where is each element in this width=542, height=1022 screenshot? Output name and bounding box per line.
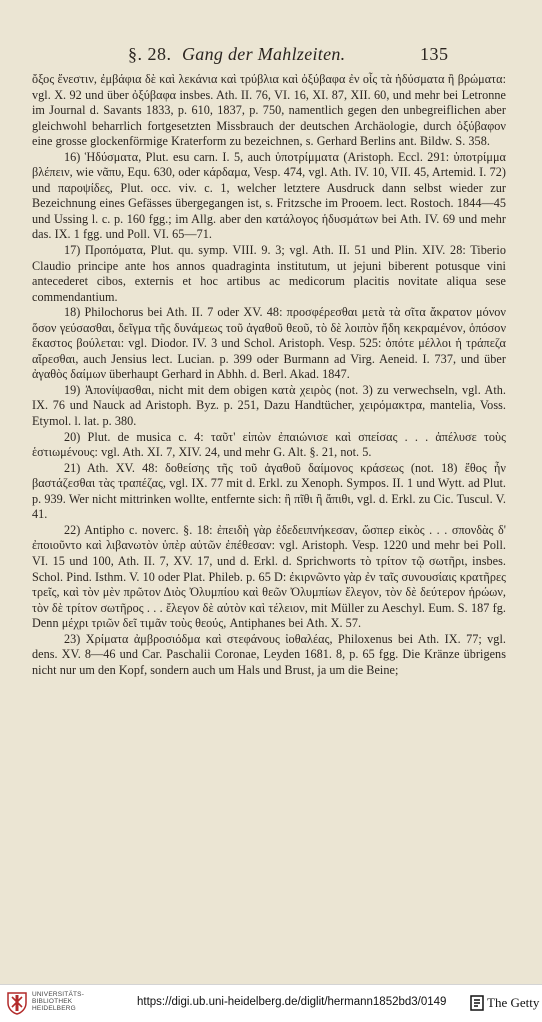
footnote-22: 22) Antipho c. noverc. §. 18: ἐπειδὴ γὰρ ἐδεδειπνήκεσαν, ὥσπερ εἰκὸς . . . σπονδὰς δ' ἐποιοῦντο καὶ λιβανωτὸν ὑπὲρ αὐτῶν ἐπέθεσαν: vgl. Aristoph. Vesp. 1220 und mehr bei Poll. VI. 15 und 100, Ath. II. 7, XV. 17, und d. Erkl. d. Sprichworts τὸ τρίτον τῷ σωτῆρι, insbes. Schol. Pind. Isthm. V. 10 oder Plat. Phileb. p. 65 D: ἐκιρνῶντο γὰρ ἐν ταῖς συνουσίαις κρατῆρες τρεῖς, καὶ τὸν μὲν πρῶτον Διὸς Ὀλυμπίου καὶ θεῶν Ὀλυμπίων ἔλεγον, τὸν δὲ δεύτερον ἡρώων, τὸν δὲ τρίτον σωτῆρος . . . ἔλεγον δὲ αὐτὸν καὶ τέλειον, mit Müller zu Aeschyl. Eum. S. 187 fg. Denn μέχρι τριῶν δεῖ τιμᾶν τοὺς θεούς, Antiphanes bei Ath. X. 57. <box>32 522 506 631</box>
footnote-23: 23) Χρίματα ἀμβροσιόδμα καὶ στεφάνους ἰοθαλέας, Philoxenus bei Ath. IX. 77; vgl. dens. XV. 8—46 und Car. Paschalii Coronae, Leyden 1681. 8, p. 65 fgg. Die Kränze übrigens nicht nur um den Kopf, sondern auch um Hals und Brust, ja um die Beine; <box>32 631 506 677</box>
footnote-19: 19) Ἀπονίψασθαι, nicht mit dem obigen κατὰ χειρὸς (not. 3) zu verwechseln, vgl. Ath. IX. 76 und Nauck ad Aristoph. Byz. p. 251, Dazu Handtücher, χειρόμακτρα, mantelia, Voss. Etymol. l. lat. p. 380. <box>32 382 506 429</box>
footnote-continuation: ὄξος ἔνεστιν, ἐμβάφια δὲ καὶ λεκάνια καὶ τρύβλια καὶ ὀξύβαφα ἐν οἷς τὰ ἡδύσματα ἢ βρώματα: vgl. X. 92 und über ὀξύβαφα insbes. Ath. II. 76, VI. 16, XI. 87, XII. 60, und mehr bei Letronne im Journal d. Savants 1833, p. 610, 1837, p. 750, namentlich gegen den unbegreiflichen aber gleichwohl beharrlich fortgesetzten Missbrauch der deutschen Archäologie, durch ὀξύβαφον eine grosse glockenförmige Kraterform zu bezeichnen, s. Gerhard Berlins ant. Bildw. S. 358. <box>32 72 506 149</box>
getty-logo-icon <box>470 995 484 1011</box>
section-number: §. 28. <box>128 44 172 64</box>
university-crest-icon <box>6 991 28 1015</box>
footnote-20: 20) Plut. de musica c. 4: ταῦτ' εἰπὼν ἐπαιώνισε καὶ σπείσας . . . ἀπέλυσε τοὺς ἑστιωμένους: vgl. Ath. XI. 7, XIV. 24, und mehr G. Alt. §. 21, not. 5. <box>32 429 506 460</box>
page-number: 135 <box>420 44 449 64</box>
permalink-url[interactable]: https://digi.ub.uni-heidelberg.de/diglit/hermann1852bd3/0149 <box>137 996 447 1008</box>
viewer-footer <box>0 984 542 1022</box>
footnotes-body <box>32 72 506 678</box>
footnote-17: 17) Προπόματα, Plut. qu. symp. VIII. 9. 3; vgl. Ath. II. 51 und Plin. XIV. 28: Tiberio Claudio principe ante hos annos quadraginta institutum, ut jejuni biberent potusque vini antecederet cibos, externis et hoc artibus ac medicorum placitis novitate aliqua sese commendantium. <box>32 243 506 304</box>
running-title: Gang der Mahlzeiten. <box>182 44 346 64</box>
footnote-16: 16) Ἡδύσματα, Plut. esu carn. I. 5, auch ὑποτρίμματα (Aristoph. Eccl. 291: ὑποτρίμμα βλέπειν, wie νᾶπυ, Equ. 630, oder κάρδαμα, Vesp. 474, vgl. Ath. IV. 10, VII. 45, Artemid. I. 72) und παροψίδες, Plut. occ. viv. c. 1, welcher letztere Ausdruck dann selbst wieder zur Bezeichnung eines Gefässes übergegangen ist, s. Fritzsche im Prooem. lect. Rostoch. 1844—45 und Ussing l. c. p. 160 fgg.; im Allg. aber den κατάλογος ἡδυσμάτων bei Ath. IV. 69 und mehr das. IX. 1 fgg. und Poll. VI. 65—71. <box>32 149 506 242</box>
running-header <box>0 40 542 68</box>
sponsor-name: The Getty <box>487 995 540 1010</box>
footnote-18: 18) Philochorus bei Ath. II. 7 oder XV. 48: προσφέρεσθαι μετὰ τὰ σῖτα ἄκρατον μόνον ὅσον γεύσασθαι, δεῖγμα τῆς δυνάμεως τοῦ ἀγαθοῦ θεοῦ, τὸ δὲ λοιπὸν ἤδη κεκραμένον, ὁπόσον ἕκαστος βούλεται: vgl. Diodor. IV. 3 und Schol. Aristoph. Vesp. 525: ὁπότε μέλλοι ἡ τράπεζα αἴρεσθαι, auch Jensius lect. Lucian. p. 399 oder Burmann ad Virg. Aeneid. I. 737, und über ἀγαθὸς δαίμων überhaupt Gerhard in Abhh. d. Berl. Akad. 1847. <box>32 305 506 382</box>
library-name: UNIVERSITÄTS- BIBLIOTHEK HEIDELBERG <box>32 991 85 1012</box>
footnote-21: 21) Ath. XV. 48: δοθείσης τῆς τοῦ ἀγαθοῦ δαίμονος κράσεως (not. 18) ἔθος ἦν βαστάζεσθαι τὰς τραπέζας, vgl. IX. 77 mit d. Erkl. zu Xenoph. Sympos. II. 1 und Wytt. ad Plut. p. 939. Wer nicht mittrinken wollte, entfernte sich: ἢ πῖθι ἢ ἄπιθι, vgl. d. Erkl. zu Cic. Tuscul. V. 41. <box>32 460 506 522</box>
